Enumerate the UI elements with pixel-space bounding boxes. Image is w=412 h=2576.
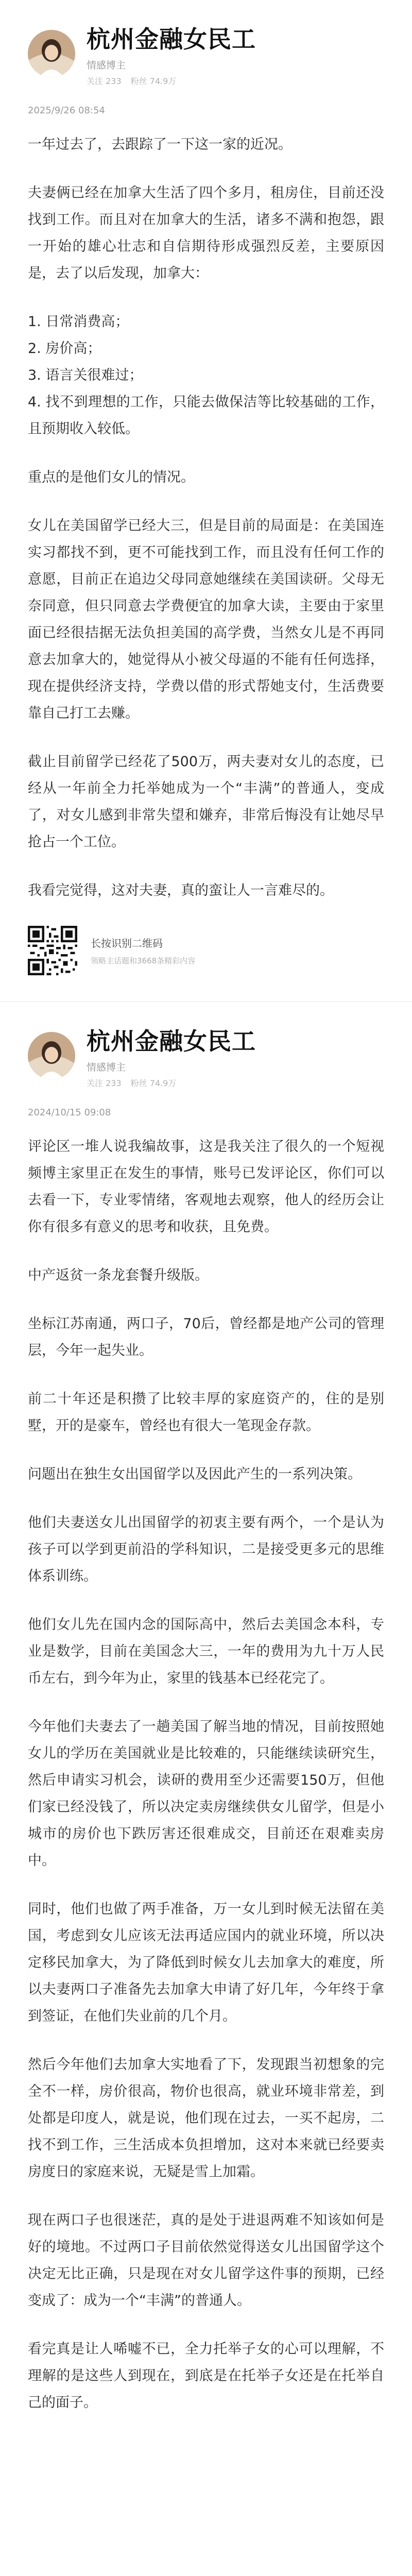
paragraph: 现在两口子也很迷茫，真的是处于进退两难不知该如何是好的境地。不过两口子目前依然觉得送女儿出国留学这个决定无比正确，只是现在对女儿留学这件事的预期，已经变成了：成为一个“丰满”的普通人。 <box>28 2212 384 2309</box>
paragraph: 同时，他们也做了两手准备，万一女儿到时候无法留在美国，考虑到女儿应该无法再适应国内的就业环境，所以决定移民加拿大，为了降低到时候女儿去加拿大的难度，所以夫妻两口子准备先去加拿大申请了好几年，今年终于拿到签证，在他们失业前的几个月。 <box>28 1901 384 2024</box>
post-date: 2025/9/26 08:54 <box>28 105 105 116</box>
author-badge: 情感博主 <box>87 60 126 71</box>
paragraph: 然后今年他们去加拿大实地看了下，发现跟当初想象的完全不一样，房价很高，物价也很高，就业环境非常差，到处都是印度人，就是说，他们现在过去，一买不起房，二找不到工作，三生活成本负担增加，这对本来就已经要卖房度日的家庭来说，无疑是雪上加霜。 <box>28 2057 384 2180</box>
list-item: 1. 日常消费高； <box>28 314 129 330</box>
paragraph: 他们女儿先在国内念的国际高中，然后去美国念本科，专业是数学，目前在美国念大三，一年的费用为九十万人民币左右，到今年为止，家里的钱基本已经花完了。 <box>28 1617 384 1686</box>
qr-code-icon[interactable] <box>28 926 77 975</box>
follower-count: 粉丝 74.9万 <box>130 76 177 86</box>
post-header <box>28 0 384 87</box>
avatar[interactable] <box>28 1032 75 1079</box>
avatar-image <box>28 30 75 77</box>
qr-text <box>91 935 195 966</box>
paragraph: 看完真是让人唏嘘不已，全力托举子女的心可以理解，不理解的是这些人到现在，到底是在托举子女还是在托举自己的面子。 <box>28 2341 384 2411</box>
list-item: 4. 找不到理想的工作，只能去做保洁等比较基础的工作，且预期收入较低。 <box>28 394 384 437</box>
post-2 <box>0 1002 412 2416</box>
list-item: 3. 语言关很难过； <box>28 367 143 383</box>
follower-count: 粉丝 74.9万 <box>130 1078 177 1088</box>
paragraph: 夫妻俩已经在加拿大生活了四个多月，租房住，目前还没找到工作。而且对在加拿大的生活，诸多不满和抱怨，跟一开始的雄心壮志和自信期待形成强烈反差，主要原因是，去了以后发现，加拿大： <box>28 185 384 281</box>
post-header <box>28 1002 384 1089</box>
list-item: 2. 房价高； <box>28 341 101 357</box>
following-count: 关注 233 <box>87 1078 122 1088</box>
avatar-image <box>28 1032 75 1079</box>
author-name[interactable]: 杭州金融女民工 <box>87 25 256 53</box>
avatar[interactable] <box>28 30 75 77</box>
post-body <box>28 1133 384 2416</box>
paragraph: 评论区一堆人说我编故事，这是我关注了很久的一个短视频博主家里正在发生的事情，账号已发评论区，你们可以去看一下，专业零情绪，客观地去观察，他人的经历会让你有很多有意义的思考和收获，且免费。 <box>28 1139 384 1235</box>
paragraph: 重点的是他们女儿的情况。 <box>28 469 195 485</box>
post-body <box>28 131 384 904</box>
following-count: 关注 233 <box>87 76 122 86</box>
issue-list <box>28 309 384 443</box>
paragraph: 我看完觉得，这对夫妻，真的蛮让人一言难尽的。 <box>28 883 334 899</box>
paragraph: 中产返贫一条龙套餐升级版。 <box>28 1267 209 1283</box>
author-block <box>87 1023 256 1089</box>
qr-subtitle: 领略主话题和3668条精彩内容 <box>91 956 196 965</box>
post-date: 2024/10/15 09:08 <box>28 1107 111 1118</box>
paragraph: 截止目前留学已经花了500万，两夫妻对女儿的态度，已经从一年前全力托举她成为一个“丰满”的普通人，变成了，对女儿感到非常失望和嫌弃，非常后悔没有让她尽早抢占一个工位。 <box>28 754 384 850</box>
post-1 <box>0 0 412 975</box>
qr-share[interactable] <box>28 926 384 975</box>
paragraph: 问题出在独生女出国留学以及因此产生的一系列决策。 <box>28 1466 362 1482</box>
paragraph: 坐标江苏南通，两口子，70后，曾经都是地产公司的管理层，今年一起失业。 <box>28 1316 384 1359</box>
paragraph: 女儿在美国留学已经大三，但是目前的局面是：在美国连实习都找不到，更不可能找到工作，而且没有任何工作的意愿，目前正在追边父母同意她继续在美国读研。父母无奈同意，但只同意去学费便宜的加拿大读，主要由于家里面已经很拮据无法负担美国的高学费，当然女儿是不再同意去加拿大的，她觉得从小被父母逼的不能有任何选择，现在提供经济支持，学费以借的形式帮她支付，生活费要靠自己打工去赚。 <box>28 518 384 721</box>
author-stats <box>87 75 256 87</box>
paragraph: 今年他们夫妻去了一趟美国了解当地的情况，目前按照她女儿的学历在美国就业是比较难的，只能继续读研究生，然后申请实习机会，读研的费用至少还需要150万，但他们家已经没钱了，所以决定卖房继续供女儿留学，但是小城市的房价也下跌厉害还很难成交，目前还在艰难卖房中。 <box>28 1719 384 1869</box>
author-block <box>87 21 256 87</box>
qr-title: 长按识别二维码 <box>91 937 163 950</box>
paragraph: 他们夫妻送女儿出国留学的初衷主要有两个，一个是认为孩子可以学到更前沿的学科知识，二是接受更多元的思维体系训练。 <box>28 1515 384 1584</box>
author-stats <box>87 1077 256 1089</box>
paragraph: 一年过去了，去跟踪了一下这一家的近况。 <box>28 137 292 152</box>
paragraph: 前二十年还是积攒了比较丰厚的家庭资产的，住的是别墅，开的是豪车，曾经也有很大一笔现金存款。 <box>28 1391 384 1434</box>
author-badge: 情感博主 <box>87 1062 126 1073</box>
author-name[interactable]: 杭州金融女民工 <box>87 1027 256 1055</box>
